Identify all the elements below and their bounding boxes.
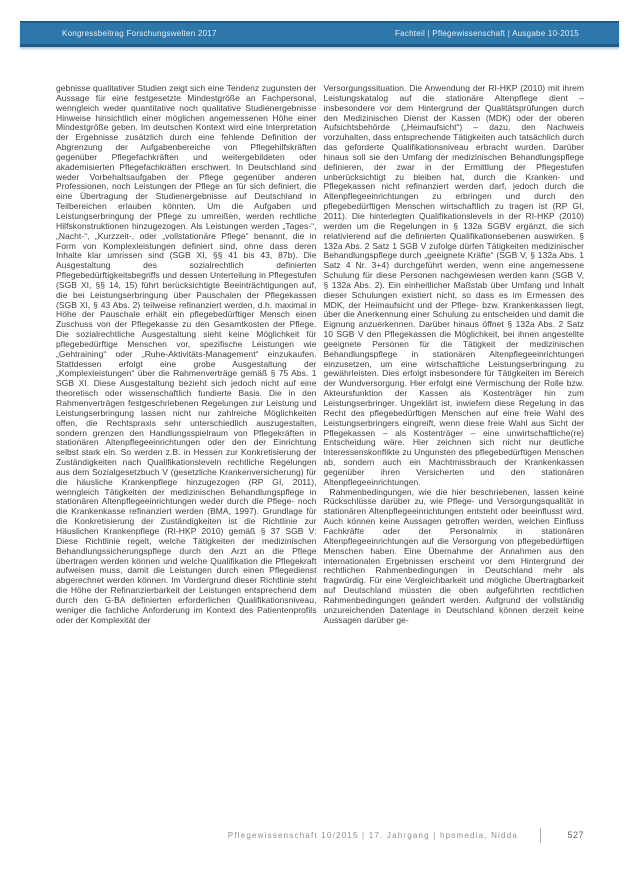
column-left: [56, 84, 317, 625]
header-right-label: Fachteil | Pflegewissenschaft | Ausgabe 10-2015: [394, 29, 579, 38]
page-footer: [56, 826, 584, 844]
journal-info: Pflegewissenschaft 10/2015 | 17. Jahrgang | hpsmedia, Nidda: [227, 830, 518, 840]
header-left-label: Kongressbeitrag Forschungswelten 2017: [62, 29, 217, 38]
page-number: 527: [567, 830, 584, 840]
article-body: [56, 84, 584, 625]
paragraph-left-continuation: gebnisse qualitativer Studien zeigt sich eine Tendenz zugunsten der Aussage für eine festgesetzte Mindestgröße an Fachpersonal, wenngleich weder quantitative noch qualitative Studienergebnisse Hinweise hinsichtlich einer möglichen angemessenen Höhe einer Mindestgröße geben. Im deutschen Kontext wird eine Interpretation der Ergebnisse zusätzlich durch eine fehlende Definition der Abgrenzung der Aufgabenbereiche von Pflegehilfskräften gegenüber Pflegefachkräften und weitergebildeten oder akademisierten Pflegefachkräften erschwert. In Deutschland sind weder Vorbehaltsaufgaben der Pflege gegenüber anderen Professionen, noch Leistungen der Pflege an für sich definiert, die eine Übertragung der Studienergebnisse auf Deutschland in Teilbereichen erlauben könnten. Um die Aufgaben und Leistungserbringung der Pflege zu umreißen, werden rechtliche Hilfskonstruktionen hinzugezogen. Als Leistungen werden „Tages-“, „Nacht-“, „Kurzzeit-, oder „vollstationäre Pflege“ benannt, die in Form von Komplexleistungen definiert sind, ohne dass deren Inhalte klar umrissen sind (SGB XI, §§ 41 bis 43, 87b). Die Ausgestaltung des sozialrechtlich definierten Pflegebedürftigkeitsbegriffs und dessen Unterteilung in Pflegestufen (SGB XI, §§ 14, 15) führt berücksichtigte Beeinträchtigungen auf, die bei Leistungserbringung über Pauschalen der Pflegekassen (SGB XI, § 43 Abs. 2) teilweise refinanziert werden, d.h. maximal in Höhe der Pauschale erhält ein pflegebedürftiger Mensch einen Zuschuss von der Pflegekasse zu den Gesamtkosten der Pflege. Die sozialrechtliche Ausgestaltung sieht keine Möglichkeit für pflegebedürftige Menschen vor, spezifische Leistungen wie „Gehtraining“ oder „Ruhe-Aktivitäts-Management“ einzukaufen. Stattdessen erfolgt eine grobe Ausgestaltung der „Komplexleistungen“ über die Rahmenverträge gemäß § 75 Abs. 1 SGB XI. Diese Ausgestaltung bezieht sich jedoch nicht auf eine theoretisch oder wissenschaftlich fundierte Basis. Die in den Rahmenverträgen festgeschriebenen Regelungen zur Leistung und Leistungserbringung lassen nicht nur zahlreiche Möglichkeiten offen, die Rechtspraxis sehr unterschiedlich auszugestalten, sondern grenzen den Handlungsspielraum von Pflegekräften in stationären Altenpflegeeinrichtungen oder den der Einrichtung selbst stark ein. So werden z.B. in Hessen zur Konkretisierung der Zuständigkeiten nach Qualifikationsleveln rechtliche Regelungen aus dem Sozialgesetzbuch V (gesetzliche Krankenversicherung) für die häusliche Krankenpflege hinzugezogen (RP GI, 2011), wenngleich Tätigkeiten der medizinischen Behandlungspflege in stationären Altenpflegeeinrichtungen weder durch die Pflege- noch die Krankenkasse refinanziert werden (BMA, 1997). Grundlage für die Konkretisierung der Zuständigkeiten ist die Richtlinie zur Häuslichen Krankenpflege (RI-HKP 2010) gemäß § 37 SGB V: Diese Richtlinie regelt, welche Tätigkeiten der medizinischen Behandlungssicherungspflege durch den Arzt an die Pflege übertragen werden können und welche Qualifikation die Pflegekraft aufweisen muss, damit die Leistungen durch einen Pflegedienst abgerechnet werden können. Im Vordergrund dieser Richtlinie steht die Höhe der Refinanzierbarkeit der Leistungen entsprechend dem durch den G-BA definierten erforderlichen Qualifikationsniveau, weniger die fachliche Anforderung im Kontext des Patientenprofils oder der Komplexität der: [56, 83, 317, 625]
paragraph-right-continuation: Versorgungssituation. Die Anwendung der RI-HKP (2010) mit ihrem Leistungskatalog auf die stationäre Altenpflege dient – insbesondere vor dem Hintergrund der Qualitätsprüfungen durch den Medizinischen Dienst der Kassen (MDK) oder der oberen Aufsichtsbehörde („Heimaufsicht“) – dazu, den Nachweis vorzuhalten, dass entsprechende Tätigkeiten auch tatsächlich durch das geforderte Qualifikationsniveau erbracht wurden. Darüber hinaus soll sie den Umfang der medizinischen Behandlungspflege definieren, der zwar in der Ermittlung der Pflegestufen unberücksichtigt zu bleiben hat, durch die Kranken- und Pflegekassen nicht refinanziert werden darf, jedoch durch die Altenpflegeeinrichtungen zu erbringen und durch den pflegebedürftigen Menschen wirtschaftlich zu tragen ist (RP GI, 2011). Die hinterlegten Qualifikationslevels in der RI-HKP (2010) werden um die Regelungen in § 132a SGBV ergänzt, die sich relativierend auf die definierten Qualifikationsebenen auswirken. § 132a Abs. 2 Satz 1 SGB V zufolge dürfen Tätigkeiten medizinischer Behandlungspflege durch „geeignete Kräfte“ (SGB V, § 132a Abs. 1 Satz 4 Nr. 3+4) durchgeführt werden, wenn eine angemessene Schulung für diese Personen nachgewiesen werden kann (SGB V, § 132a Abs. 2). Ein einheitlicher Maßstab über Umfang und Inhalt dieser Schulungen existiert nicht, so dass es im Ermessen des MDK, der Heimaufsicht und der Pflege- bzw. Krankenkassen liegt, über die Anerkennung einer Schulung zu entscheiden und damit die Eignung anzuerkennen. Darüber hinaus öffnet § 132a Abs. 2 Satz 10 SGB V den Pflegekassen die Möglichkeit, bei ihnen angestellte geeignete Personen für die Tätigkeit der medizinischen Behandlungspflege in stationären Altenpflegeeinrichtungen einzusetzen, um eine wirtschaftliche Leistungserbringung zu gewährleisten. Dies erfolgt insbesondere für Tätigkeiten im Bereich der Wundversorgung. Hier erfolgt eine Vermischung der Rolle bzw. Akteursfunktion der Kassen als Kostenträger hin zum Leistungserbringer. Ungeklärt ist, inwiefern diese Regelung in das Recht des pflegebedürftigen Menschen auf eine freie Wahl des Leistungserbringers eingreift, wenn diese freie Wahl aus Sicht der Pflegekassen – als Kostenträger – eine unwirtschaftliche(re) Entscheidung wäre. Hier zeichnen sich nicht nur deutliche Interessenskonflikte zu Ungunsten des pflegebedürftigen Menschen ab, sondern auch ein Machtmissbrauch der Krankenkassen gegenüber ihren Versicherten und den stationären Altenpflegeeinrichtungen.: [323, 83, 584, 487]
column-right: [324, 84, 585, 625]
paragraph-rahmenbedingungen: Rahmenbedingungen, wie die hier beschriebenen, lassen keine Rückschlüsse darüber zu, wie Pflege- und Versorgungsqualität in stationären Altenpflegeeinrichtungen entsteht oder beeinflusst wird. Auch können keine Aussagen getroffen werden, welchen Einfluss Fachkräfte oder der Personalmix in stationären Altenpflegeeinrichtungen auf die Versorgung von pflegebedürftigen Menschen haben. Eine Übernahme der Annahmen aus den internationalen Ergebnissen erscheint vor dem Hintergrund der rechtlichen Rahmenbedingungen in Deutschland mehr als fragwürdig. Für eine Vergleichbarkeit und mögliche Übertragbarkeit auf Deutschland müssten die oben aufgeführten rechtlichen Rahmenbedingungen geändert werden. Aufgrund der vollständig unzureichenden Datenlage in Deutschland können derzeit keine Aussagen darüber ge-: [323, 486, 584, 625]
page-header: [20, 21, 619, 47]
